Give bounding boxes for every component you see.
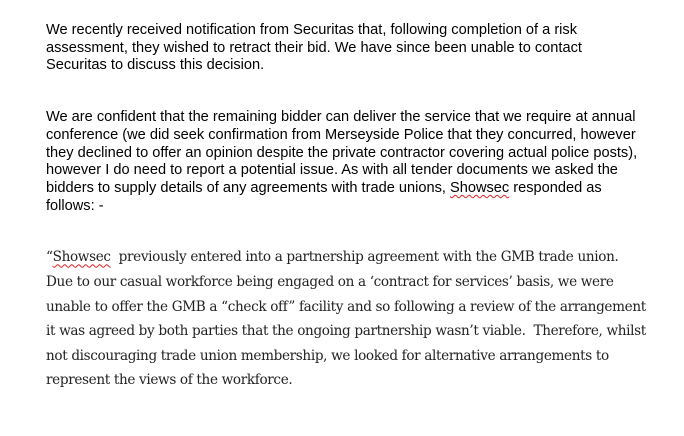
quote-text: previously entered into a partnership agreement with the GMB trade union. Due to our casual workforce being engaged on a ‘contract for services’ basis, we were unable to offer the GMB a “check off” facility and so following a review of the arrangement it was agreed by both parties that the ongoing partnership wasn’t viable. Therefore, whilst not discouraging trade union membership, we looked for alternative arrangements to represent the views of the workforce.: [46, 249, 650, 389]
showsec-quote: [46, 245, 650, 393]
spellcheck-flagged-word[interactable]: Showsec: [450, 179, 510, 196]
paragraph-securitas: We recently received notification from Securitas that, following completion of a risk assessment, they wished to retract their bid. We have since been unable to contact Securitas to discuss this decision.: [46, 22, 582, 74]
paragraph-text: We are confident that the remaining bidder can deliver the service that we require at annual conference (we did seek confirmation from Merseyside Police that they concurred, however they declined to offer an opinion despite the private contractor covering actual police posts), however I do need to report a potential issue. As with all tender documents we asked the bidders to supply details of any agreements with trade unions,: [46, 109, 638, 196]
document-body: [46, 22, 650, 393]
spellcheck-flagged-word[interactable]: Showsec: [52, 249, 111, 266]
paragraph-text-end: responded as follows: -: [46, 179, 602, 214]
paragraph-remaining-bidder: [46, 109, 646, 215]
quote-open-mark: “: [46, 249, 53, 266]
